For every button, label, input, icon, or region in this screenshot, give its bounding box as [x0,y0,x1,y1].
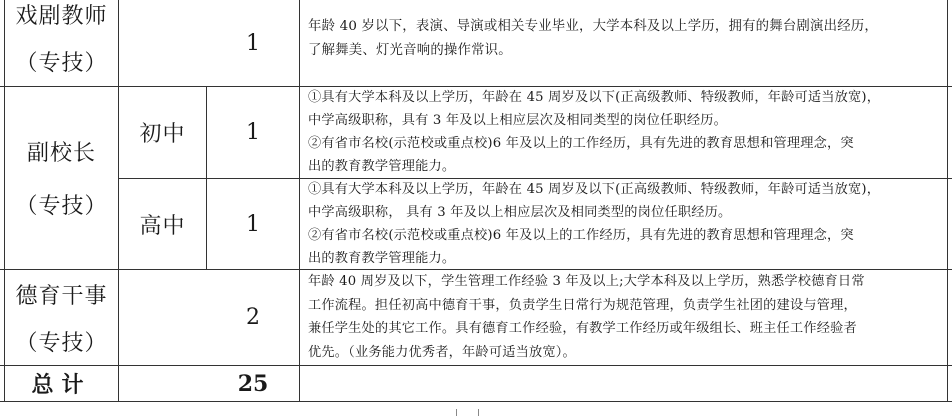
page-mark-icon [478,409,487,416]
headcount: 1 [246,30,260,56]
table-rule [0,401,952,402]
requirements-text: ①具有大学本科及以上学历，年龄在 45 周岁及以下(正高级教师、特级教师，年龄可适当放宽)， 中学高级职称， 具有 3 年及以上相应层次及相同类型的岗位任职经历。 ②有省市名校(示范校或重点校)6 年及以上的工作经历，具有先进的教育思想和管理理念，突 出的教育教学管理能力。 [308,182,881,266]
position-cell [5,270,118,365]
page-mark-icon [456,409,465,416]
level-cell [119,179,206,269]
total-value: 25 [237,370,269,397]
requirements-text: ①具有大学本科及以上学历，年龄在 45 周岁及以下(正高级教师、特级教师，年龄可适当放宽)， 中学高级职称，具有 3 年及以上相应层次及相同类型的岗位任职经历。 ②有省市名校(示范校或重点校)6 年及以上的工作经历，具有先进的教育思想和管理理念，突 出的教育教学管理能力。 [308,90,881,174]
headcount: 2 [246,305,260,330]
school-level: 高中 [139,213,186,239]
requirements-text: 年龄 40 周岁及以下，学生管理工作经验 3 年及以上;大学本科及以上学历，熟悉学校德育日常 工作流程。担任初高中德育干事，负责学生日常行为规范管理，负责学生社团的建设与管理， 兼任学生处的其它工作。具有德育工作经验，有教学工作经历或年级组长、班主任工作经验者 优先。（业务能力优秀者，年龄可适当放宽）。 [308,274,865,360]
school-level: 初中 [139,122,186,147]
total-label-cell [5,366,118,401]
requirements-text: 年龄 40 岁以下，表演、导演或相关专业毕业，大学本科及以上学历，拥有的舞台剧演出经历， 了解舞美、灯光音响的操作常识。 [308,19,878,58]
total-label: 总计 [31,372,92,398]
count-cell [207,179,299,269]
headcount: 1 [246,120,260,145]
count-cell [207,87,299,178]
position-title: 副校长 [26,141,96,166]
count-cell [207,0,299,86]
position-cell [5,87,118,269]
table-rule [299,0,300,401]
headcount: 1 [246,211,260,237]
position-type: （专技） [15,194,108,219]
position-type: （专技） [15,51,108,76]
position-title: 德育干事 [15,283,108,309]
table-rule [0,365,952,366]
table-rule [947,0,948,401]
position-cell [5,0,118,86]
position-type: （专技） [15,330,108,356]
level-cell [119,87,206,178]
total-value-cell [207,366,299,401]
count-cell [207,270,299,365]
position-title: 戏剧教师 [15,4,108,29]
